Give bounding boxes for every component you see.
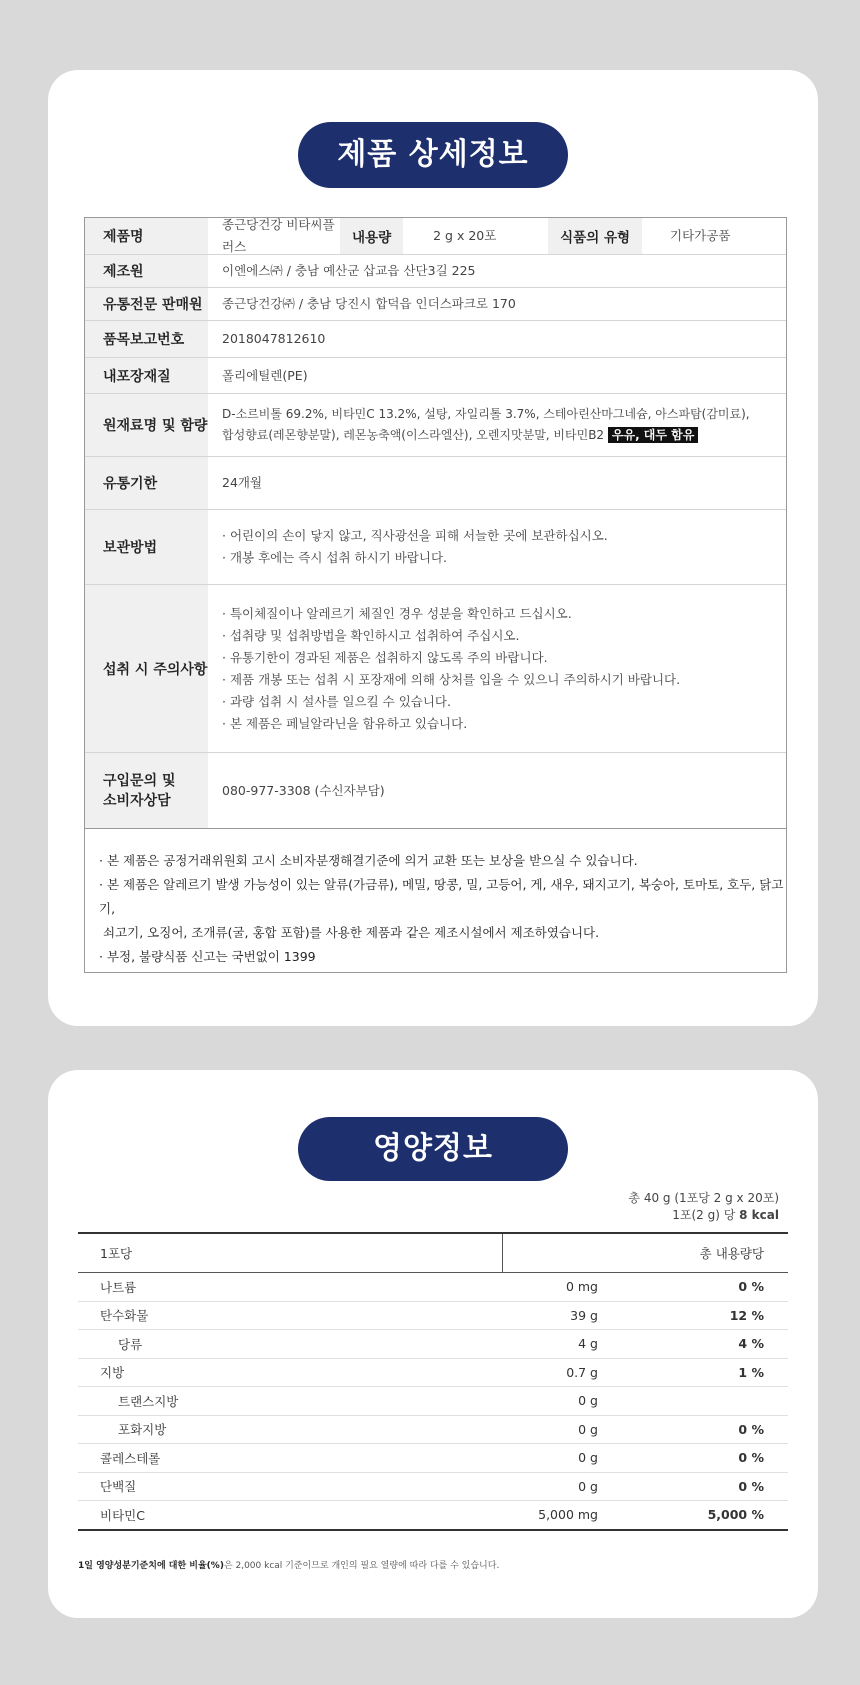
caution-line: · 특이체질이나 알레르기 체질인 경우 성분을 확인하고 드십시오. (222, 605, 572, 621)
row-packaging (85, 358, 786, 394)
row-value: 이엔에스㈜ / 충남 예산군 삽교읍 산단3길 225 (222, 263, 476, 278)
notice-line: 쇠고기, 오징어, 조개류(굴, 홍합 포함)를 사용한 제품과 같은 제조시설에서 제조하였습니다. (103, 925, 600, 940)
row-value: 종근당건강㈜ / 충남 당진시 합덕읍 인더스파크로 170 (222, 296, 516, 311)
nutrient-name: 비타민C (100, 1507, 145, 1523)
per-pack-prefix: 1포(2 g) 당 (672, 1208, 740, 1222)
contact-label-line-2: 소비자상담 (103, 792, 171, 809)
row-label: 제품명 (85, 218, 208, 254)
row-label: 내포장재질 (85, 358, 208, 393)
notice-line: · 본 제품은 알레르기 발생 가능성이 있는 알류(가금류), 메밀, 땅콩, 밀, 고등어, 게, 새우, 돼지고기, 복숭아, 토마토, 호두, 닭고기, (99, 877, 784, 916)
row-product-name (85, 218, 786, 255)
nutrient-amount: 0 g (578, 1421, 598, 1437)
nutrient-row (78, 1330, 788, 1359)
notice-line: · 본 제품은 공정거래위원회 고시 소비자분쟁해결기준에 의거 교환 또는 보상을 받으실 수 있습니다. (99, 853, 638, 868)
row-shelf-life (85, 457, 786, 510)
food-type-value: 기타가공품 (670, 228, 731, 243)
header-total: 총 내용량당 (699, 1246, 764, 1261)
caution-line: · 유통기한이 경과된 제품은 섭취하지 않도록 주의 바랍니다. (222, 649, 548, 665)
footnote-bold: 1일 영양성분기준치에 대한 비율(%) (78, 1561, 224, 1571)
row-label: 유통기한 (85, 457, 208, 509)
nutrient-row (78, 1501, 788, 1529)
row-label (85, 753, 208, 828)
nutrient-row (78, 1473, 788, 1502)
nutrition-title: 영양정보 (298, 1117, 568, 1181)
nutrient-row (78, 1302, 788, 1331)
product-detail-title: 제품 상세정보 (298, 122, 568, 188)
product-detail-card (48, 70, 818, 1026)
nutrient-amount: 0 mg (565, 1279, 598, 1295)
caution-line: · 과량 섭취 시 설사를 일으킬 수 있습니다. (222, 693, 451, 709)
nutrient-amount: 0 g (578, 1393, 598, 1409)
header-per-pack: 1포당 (78, 1234, 503, 1272)
nutrient-name: 포화지방 (118, 1422, 167, 1438)
contact-label-line-1: 구입문의 및 (103, 772, 176, 789)
nutrient-percent: 12 % (729, 1307, 764, 1323)
nutrient-percent: 0 % (738, 1421, 764, 1437)
row-storage (85, 510, 786, 585)
nutrition-table-header (78, 1234, 788, 1273)
row-value (208, 603, 680, 735)
row-value: 폴리에틸렌(PE) (222, 367, 308, 383)
nutrient-percent: 1 % (738, 1364, 764, 1380)
nutrient-percent: 5,000 % (707, 1507, 764, 1523)
calories-value: 8 kcal (739, 1208, 779, 1222)
caution-line: · 제품 개봉 또는 섭취 시 포장재에 의해 상처를 입을 수 있으니 주의하시기 바랍니다. (222, 671, 681, 687)
per-pack-calories (672, 1207, 779, 1224)
nutrient-amount: 5,000 mg (538, 1507, 598, 1523)
food-type-label: 식품의 유형 (548, 218, 642, 254)
caution-line: · 본 제품은 페닐알라닌을 함유하고 있습니다. (222, 715, 468, 731)
nutrient-row (78, 1273, 788, 1302)
allergen-badge: 우유, 대두 함유 (608, 427, 698, 443)
storage-line: · 개봉 후에는 즉시 섭취 하시기 바랍니다. (222, 550, 447, 565)
nutrient-name: 트랜스지방 (118, 1393, 179, 1409)
nutrient-name: 당류 (118, 1336, 143, 1352)
nutrient-row (78, 1359, 788, 1388)
nutrient-name: 나트륨 (100, 1279, 137, 1295)
nutrition-card (48, 1070, 818, 1618)
nutrient-row (78, 1387, 788, 1416)
notice-line: · 부정, 불량식품 신고는 국번없이 1399 (99, 949, 316, 964)
product-detail-table (84, 217, 787, 973)
row-value: 24개월 (222, 475, 263, 490)
ingredients-line-1: D-소르비톨 69.2%, 비타민C 13.2%, 설탕, 자일리톨 3.7%, 스테아린산마그네슘, 아스파탐(감미료), (222, 407, 750, 421)
row-value: 2018047812610 (222, 331, 326, 346)
volume-value: 2 g x 20포 (433, 228, 497, 243)
nutrient-amount: 39 g (570, 1307, 598, 1323)
nutrient-percent: 0 % (738, 1478, 764, 1494)
nutrient-name: 지방 (100, 1365, 125, 1381)
nutrition-table (78, 1232, 788, 1531)
row-label: 원재료명 및 함량 (85, 394, 208, 456)
nutrient-percent: 0 % (738, 1450, 764, 1466)
contact-phone: 080-977-3308 (수신자부담) (222, 782, 385, 798)
row-label: 보관방법 (85, 510, 208, 584)
nutrient-percent: 4 % (738, 1336, 764, 1352)
row-value (208, 404, 750, 446)
caution-line: · 섭취량 및 섭취방법을 확인하시고 섭취하여 주십시오. (222, 627, 520, 643)
row-caution (85, 585, 786, 753)
nutrient-amount: 0 g (578, 1478, 598, 1494)
notice-block (85, 829, 786, 969)
row-ingredients (85, 394, 786, 457)
total-amount: 총 40 g (1포당 2 g x 20포) (628, 1191, 779, 1205)
row-label: 제조원 (85, 255, 208, 287)
nutrient-name: 콜레스테롤 (100, 1450, 161, 1466)
nutrient-percent: 0 % (738, 1279, 764, 1295)
row-maker (85, 255, 786, 288)
nutrient-amount: 4 g (578, 1336, 598, 1352)
volume-label: 내용량 (340, 218, 403, 254)
storage-line: · 어린이의 손이 닿지 않고, 직사광선을 피해 서늘한 곳에 보관하십시오. (222, 528, 608, 543)
row-label: 유통전문 판매원 (85, 288, 208, 320)
ingredients-line-2 (222, 425, 750, 446)
row-value: 종근당건강 비타씨플러스 (222, 217, 335, 254)
nutrient-amount: 0.7 g (566, 1364, 598, 1380)
row-label: 품목보고번호 (85, 321, 208, 357)
nutrient-name: 단백질 (100, 1479, 137, 1495)
nutrition-footnote (78, 1558, 499, 1571)
ingredients-line-2-text: 합성향료(레몬향분말), 레몬농축액(이스라엘산), 오렌지맛분말, 비타민B2 (222, 428, 605, 442)
nutrient-row (78, 1444, 788, 1473)
nutrient-amount: 0 g (578, 1450, 598, 1466)
row-seller (85, 288, 786, 321)
row-label: 섭취 시 주의사항 (85, 585, 208, 752)
row-contact (85, 753, 786, 829)
row-report-number (85, 321, 786, 358)
nutrient-row (78, 1416, 788, 1445)
footnote-rest: 은 2,000 kcal 기준이므로 개인의 필요 열량에 따라 다를 수 있습니다. (223, 1561, 500, 1571)
nutrient-name: 탄수화물 (100, 1308, 149, 1324)
row-value (208, 525, 608, 569)
